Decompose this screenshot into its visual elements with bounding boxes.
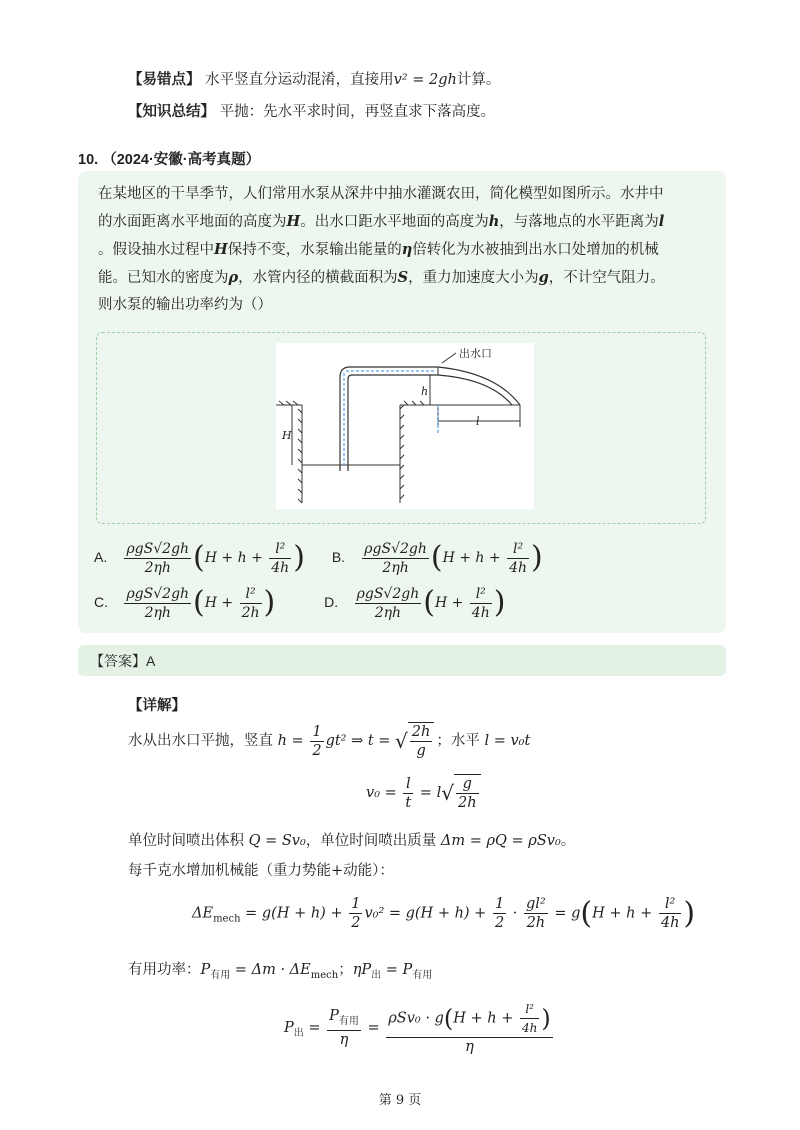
- pitfall-formula: v² = 2gh: [393, 72, 457, 88]
- question-text: [98, 181, 708, 319]
- solution-step-4: 每千克水增加机械能（重力势能+动能）：: [128, 863, 394, 879]
- question-line-1: 在某地区的干旱季节，人们常用水泵从深井中抽水灌溉农田，简化模型如图所示。水井中: [98, 186, 664, 202]
- option-a[interactable]: A. $\frac{\text{ρgS√2gh}}{2\eta h}$ (H + h + $\frac{\text{l²}}{4h}$ ): [94, 540, 305, 576]
- H-label: H: [282, 429, 292, 442]
- solution-step-3: 单位时间喷出体积 Q = Sv₀，单位时间喷出质量 Δm = ρQ = ρSv₀。: [128, 833, 576, 849]
- pitfall-label: 【易错点】: [128, 71, 201, 88]
- pitfall-line: [128, 68, 500, 92]
- option-row-2: [94, 580, 543, 625]
- outlet-label: 出水口: [459, 347, 492, 360]
- option-row-1: [94, 535, 543, 580]
- summary-line: [128, 100, 495, 124]
- question-line-4: 能。已知水的密度为ρ，水管内径的横截面积为S，重力加速度大小为g，不计空气阻力。: [98, 269, 665, 286]
- question-source: （2024·安徽·高考真题）: [102, 152, 261, 168]
- solution-step-1: 水从出水口平抛，竖直 h = $\frac{1}{2}$ gt² ⇒ t = √ $\frac{2h}{g}$ ；水平 l = v₀t: [128, 723, 531, 759]
- solution-step-7: $P_出$ = $\frac{P_{有用}}{\eta}$ = ρSv₀ · g(H + h + $\frac{\text{l²}}{4h}$ ) η: [284, 1002, 551, 1055]
- pitfall-text: 水平竖直分运动混淆，直接用: [205, 72, 394, 88]
- question-line-5: 则水泵的输出功率约为（）: [98, 297, 272, 313]
- pitfall-text-after: 计算。: [456, 72, 501, 88]
- question-line-3: 。假设抽水过程中H保持不变，水泵输出能量的η倍转化为水被抽到出水口处增加的机械: [98, 241, 659, 258]
- question-number: 10.: [78, 152, 99, 168]
- page-number: 第 9 页: [378, 1093, 422, 1108]
- options-block: [94, 535, 543, 625]
- option-c[interactable]: C. $\frac{\text{ρgS√2gh}}{2\eta h}$ (H + $\frac{\text{l²}}{2h}$ ): [94, 585, 276, 621]
- answer-bar: [78, 645, 726, 676]
- h-label: h: [421, 385, 429, 398]
- question-heading: [78, 148, 260, 169]
- summary-text: 平抛：先水平求时间，再竖直求下落高度。: [219, 104, 496, 120]
- solution-heading: 【详解】: [128, 697, 186, 714]
- answer-text: 【答案】A: [90, 653, 156, 669]
- solution-step-2: v₀ = $\frac{l}{t}$ = l√ $\frac{g}{2h}$: [366, 774, 483, 812]
- well-pump-diagram: [276, 343, 534, 509]
- question-line-2: 的水面距离水平地面的高度为H。出水口距水平地面的高度为h，与落地点的水平距离为l: [98, 213, 665, 230]
- well-pump-figure: [276, 343, 534, 509]
- solution-step-5: $\Delta E_{mech} = g(H + h)$ + $\frac{1}{2}$ v₀² = g(H + h) + $\frac{1}{2}$ · $\frac{\text{gl²}}{2h}$ = g(H + h + $\frac{\text{l²}}{4h}$ ): [192, 896, 696, 931]
- option-b[interactable]: B. $\frac{\text{ρgS√2gh}}{2\eta h}$ (H + h + $\frac{\text{l²}}{4h}$ ): [331, 540, 543, 576]
- summary-label: 【知识总结】: [128, 103, 215, 120]
- l-label: l: [476, 415, 480, 428]
- option-d[interactable]: D. $\frac{\text{ρgS√2gh}}{2\eta h}$ (H + $\frac{\text{l²}}{4h}$ ): [324, 585, 506, 621]
- solution-step-6: 有用功率：$P_{有用} = \Delta m \cdot \Delta E_{mech}$；$\eta P_出 = P_{有用}$: [128, 962, 433, 981]
